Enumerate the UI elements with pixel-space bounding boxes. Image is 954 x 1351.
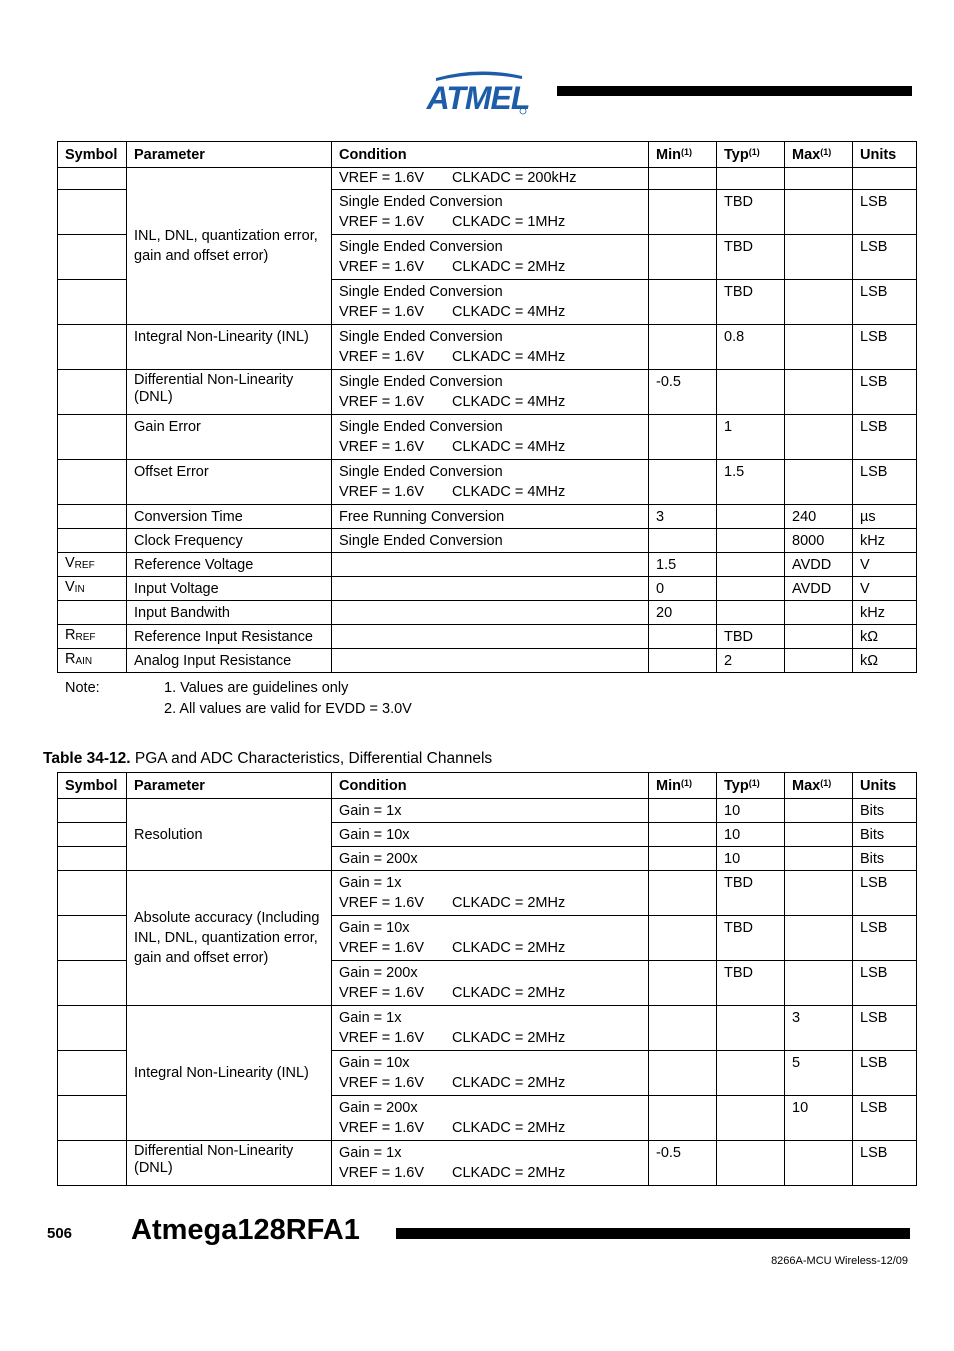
cell-typ: TBD — [717, 235, 785, 280]
cell-parameter: Integral Non-Linearity (INL) — [127, 1006, 332, 1141]
cell-min — [649, 1006, 717, 1051]
cell-units — [853, 168, 917, 190]
cell-max — [785, 325, 853, 370]
document-code: 8266A-MCU Wireless-12/09 — [771, 1255, 908, 1267]
cell-symbol — [58, 505, 127, 529]
cell-min — [649, 823, 717, 847]
table-header-row — [58, 773, 917, 799]
cell-max: 3 — [785, 1006, 853, 1051]
cell-condition: Single Ended Conversion VREF = 1.6V CLKADC = 4MHz — [332, 370, 649, 415]
table-row — [58, 625, 917, 649]
table-caption-text: PGA and ADC Characteristics, Differential Channels — [134, 750, 493, 767]
cell-min — [649, 460, 717, 505]
cell-min — [649, 916, 717, 961]
cell-typ — [717, 553, 785, 577]
cell-typ — [717, 601, 785, 625]
cell-min: 3 — [649, 505, 717, 529]
cell-typ: 10 — [717, 799, 785, 823]
cell-units: Bits — [853, 847, 917, 871]
cell-units: LSB — [853, 1051, 917, 1096]
cell-typ: 1.5 — [717, 460, 785, 505]
cell-max: 240 — [785, 505, 853, 529]
cell-condition: Free Running Conversion — [332, 505, 649, 529]
col-symbol: Symbol — [58, 142, 127, 168]
cell-symbol — [58, 460, 127, 505]
cell-units: LSB — [853, 415, 917, 460]
cell-typ — [717, 577, 785, 601]
col-max: Max$^{(1)}$ — [785, 142, 853, 168]
cell-condition: Single Ended Conversion VREF = 1.6V CLKADC = 4MHz — [332, 415, 649, 460]
cell-condition: Single Ended Conversion — [332, 529, 649, 553]
cell-condition — [332, 577, 649, 601]
cell-condition: VREF = 1.6V CLKADC = 200kHz — [332, 168, 649, 190]
col-symbol: Symbol — [58, 773, 127, 799]
cell-min — [649, 799, 717, 823]
note-label: Note: — [65, 680, 100, 696]
cell-min: -0.5 — [649, 370, 717, 415]
cell-max — [785, 916, 853, 961]
cell-typ — [717, 1141, 785, 1186]
cell-condition: Single Ended Conversion VREF = 1.6V CLKADC = 4MHz — [332, 325, 649, 370]
cell-condition: Single Ended Conversion VREF = 1.6V CLKADC = 4MHz — [332, 460, 649, 505]
cell-max — [785, 847, 853, 871]
table-row — [58, 325, 917, 370]
cell-condition: Gain = 1x VREF = 1.6V CLKADC = 2MHz — [332, 871, 649, 916]
cell-typ: TBD — [717, 190, 785, 235]
cell-min: -0.5 — [649, 1141, 717, 1186]
cell-parameter: Offset Error — [127, 460, 332, 505]
cell-parameter: Conversion Time — [127, 505, 332, 529]
adc-single-ended-table — [57, 141, 917, 673]
table-row — [58, 370, 917, 415]
cell-condition: Gain = 1x VREF = 1.6V CLKADC = 2MHz — [332, 1141, 649, 1186]
cell-symbol — [58, 370, 127, 415]
cell-condition — [332, 601, 649, 625]
cell-max — [785, 280, 853, 325]
cell-max — [785, 871, 853, 916]
table-row — [58, 1141, 917, 1186]
cell-condition: Gain = 10x VREF = 1.6V CLKADC = 2MHz — [332, 916, 649, 961]
cell-max — [785, 168, 853, 190]
cell-units: LSB — [853, 190, 917, 235]
col-min: Min$^{(1)}$ — [649, 773, 717, 799]
cell-min — [649, 235, 717, 280]
table-header-row — [58, 142, 917, 168]
table-row — [58, 1006, 917, 1051]
table-caption — [43, 750, 492, 768]
cell-typ: TBD — [717, 625, 785, 649]
table-row — [58, 415, 917, 460]
col-condition: Condition — [332, 142, 649, 168]
cell-parameter: Resolution — [127, 799, 332, 871]
cell-min: 20 — [649, 601, 717, 625]
cell-parameter: Input Voltage — [127, 577, 332, 601]
footer-rule — [396, 1228, 910, 1239]
cell-symbol — [58, 847, 127, 871]
cell-max — [785, 415, 853, 460]
cell-units: LSB — [853, 235, 917, 280]
cell-symbol — [58, 799, 127, 823]
cell-symbol — [58, 235, 127, 280]
cell-min — [649, 961, 717, 1006]
cell-condition: Single Ended Conversion VREF = 1.6V CLKADC = 1MHz — [332, 190, 649, 235]
cell-symbol — [58, 415, 127, 460]
col-condition: Condition — [332, 773, 649, 799]
cell-symbol — [58, 280, 127, 325]
cell-max — [785, 649, 853, 673]
cell-max: AVDD — [785, 553, 853, 577]
table-row — [58, 799, 917, 823]
cell-typ: TBD — [717, 961, 785, 1006]
cell-parameter: Analog Input Resistance — [127, 649, 332, 673]
cell-max — [785, 460, 853, 505]
cell-parameter: Differential Non-Linearity (DNL) — [127, 1141, 332, 1186]
cell-max — [785, 1141, 853, 1186]
cell-symbol — [58, 601, 127, 625]
cell-symbol: VIN — [58, 577, 127, 601]
cell-min — [649, 847, 717, 871]
cell-units: kHz — [853, 529, 917, 553]
col-parameter: Parameter — [127, 142, 332, 168]
note-line-2: 2. All values are valid for EVDD = 3.0V — [164, 701, 412, 717]
cell-condition: Gain = 10x — [332, 823, 649, 847]
table-row — [58, 168, 917, 190]
cell-symbol — [58, 1096, 127, 1141]
cell-max: 5 — [785, 1051, 853, 1096]
cell-typ: 10 — [717, 847, 785, 871]
cell-parameter: Integral Non-Linearity (INL) — [127, 325, 332, 370]
cell-min — [649, 168, 717, 190]
table-row — [58, 553, 917, 577]
cell-condition — [332, 553, 649, 577]
cell-typ — [717, 370, 785, 415]
atmel-logo-text: ATMEL — [426, 80, 530, 116]
cell-units: Bits — [853, 823, 917, 847]
cell-typ: TBD — [717, 871, 785, 916]
cell-symbol — [58, 916, 127, 961]
cell-symbol: VREF — [58, 553, 127, 577]
table-row — [58, 505, 917, 529]
col-units: Units — [853, 773, 917, 799]
cell-max — [785, 235, 853, 280]
cell-min — [649, 1051, 717, 1096]
col-typ: Typ$^{(1)}$ — [717, 142, 785, 168]
cell-units: LSB — [853, 916, 917, 961]
cell-units: µs — [853, 505, 917, 529]
cell-units: LSB — [853, 1141, 917, 1186]
page-number: 506 — [47, 1225, 73, 1242]
cell-typ: 2 — [717, 649, 785, 673]
cell-typ — [717, 1006, 785, 1051]
table-row — [58, 601, 917, 625]
table-caption-number: Table 34-12. — [43, 750, 131, 767]
cell-max — [785, 961, 853, 1006]
cell-typ: TBD — [717, 280, 785, 325]
cell-max — [785, 190, 853, 235]
cell-units: Bits — [853, 799, 917, 823]
cell-max — [785, 799, 853, 823]
col-parameter: Parameter — [127, 773, 332, 799]
cell-max — [785, 823, 853, 847]
cell-units: kHz — [853, 601, 917, 625]
cell-symbol — [58, 168, 127, 190]
cell-condition: Single Ended Conversion VREF = 1.6V CLKADC = 2MHz — [332, 235, 649, 280]
cell-condition: Gain = 200x VREF = 1.6V CLKADC = 2MHz — [332, 1096, 649, 1141]
table-row — [58, 529, 917, 553]
col-min: Min$^{(1)}$ — [649, 142, 717, 168]
cell-typ: 0.8 — [717, 325, 785, 370]
note-line-1: 1. Values are guidelines only — [164, 680, 349, 696]
cell-max: 10 — [785, 1096, 853, 1141]
cell-min — [649, 625, 717, 649]
cell-units: LSB — [853, 325, 917, 370]
table-row — [58, 577, 917, 601]
cell-units: LSB — [853, 871, 917, 916]
cell-max — [785, 601, 853, 625]
document-title: Atmega128RFA1 — [131, 1214, 360, 1246]
cell-typ — [717, 168, 785, 190]
cell-typ: TBD — [717, 916, 785, 961]
col-units: Units — [853, 142, 917, 168]
cell-parameter: Reference Input Resistance — [127, 625, 332, 649]
cell-parameter: Differential Non-Linearity (DNL) — [127, 370, 332, 415]
cell-symbol — [58, 325, 127, 370]
cell-symbol — [58, 1141, 127, 1186]
cell-min — [649, 529, 717, 553]
cell-condition: Gain = 1x VREF = 1.6V CLKADC = 2MHz — [332, 1006, 649, 1051]
table-row — [58, 649, 917, 673]
cell-max: 8000 — [785, 529, 853, 553]
cell-symbol: RREF — [58, 625, 127, 649]
cell-symbol — [58, 1006, 127, 1051]
cell-symbol — [58, 190, 127, 235]
cell-max: AVDD — [785, 577, 853, 601]
cell-min: 1.5 — [649, 553, 717, 577]
cell-max — [785, 370, 853, 415]
cell-units: LSB — [853, 280, 917, 325]
cell-typ — [717, 505, 785, 529]
cell-parameter: INL, DNL, quantization error, gain and offset error) — [127, 168, 332, 325]
cell-condition: Gain = 200x — [332, 847, 649, 871]
cell-min — [649, 649, 717, 673]
pga-adc-differential-table — [57, 772, 917, 1186]
cell-condition — [332, 625, 649, 649]
cell-parameter: Reference Voltage — [127, 553, 332, 577]
cell-typ — [717, 1096, 785, 1141]
cell-condition: Gain = 1x — [332, 799, 649, 823]
atmel-logo — [426, 68, 530, 116]
cell-condition: Gain = 200x VREF = 1.6V CLKADC = 2MHz — [332, 961, 649, 1006]
cell-min: 0 — [649, 577, 717, 601]
cell-units: kΩ — [853, 625, 917, 649]
cell-typ: 1 — [717, 415, 785, 460]
cell-max — [785, 625, 853, 649]
cell-symbol — [58, 871, 127, 916]
cell-min — [649, 280, 717, 325]
header-rule — [557, 86, 912, 96]
cell-units: V — [853, 553, 917, 577]
cell-typ — [717, 1051, 785, 1096]
table-row — [58, 871, 917, 916]
cell-min — [649, 1096, 717, 1141]
cell-parameter: Gain Error — [127, 415, 332, 460]
cell-units: LSB — [853, 961, 917, 1006]
cell-units: LSB — [853, 370, 917, 415]
cell-parameter: Input Bandwith — [127, 601, 332, 625]
cell-min — [649, 415, 717, 460]
cell-typ — [717, 529, 785, 553]
cell-parameter: Clock Frequency — [127, 529, 332, 553]
table-row — [58, 460, 917, 505]
cell-symbol — [58, 1051, 127, 1096]
cell-symbol — [58, 961, 127, 1006]
cell-units: V — [853, 577, 917, 601]
cell-typ: 10 — [717, 823, 785, 847]
col-max: Max$^{(1)}$ — [785, 773, 853, 799]
cell-symbol — [58, 823, 127, 847]
cell-units: LSB — [853, 460, 917, 505]
cell-condition — [332, 649, 649, 673]
cell-min — [649, 871, 717, 916]
cell-parameter: Absolute accuracy (Including INL, DNL, quantization error, gain and offset error) — [127, 871, 332, 1006]
cell-condition: Single Ended Conversion VREF = 1.6V CLKADC = 4MHz — [332, 280, 649, 325]
cell-min — [649, 190, 717, 235]
cell-min — [649, 325, 717, 370]
col-typ: Typ$^{(1)}$ — [717, 773, 785, 799]
cell-units: LSB — [853, 1096, 917, 1141]
cell-units: LSB — [853, 1006, 917, 1051]
cell-symbol — [58, 529, 127, 553]
cell-condition: Gain = 10x VREF = 1.6V CLKADC = 2MHz — [332, 1051, 649, 1096]
cell-symbol: RAIN — [58, 649, 127, 673]
cell-units: kΩ — [853, 649, 917, 673]
